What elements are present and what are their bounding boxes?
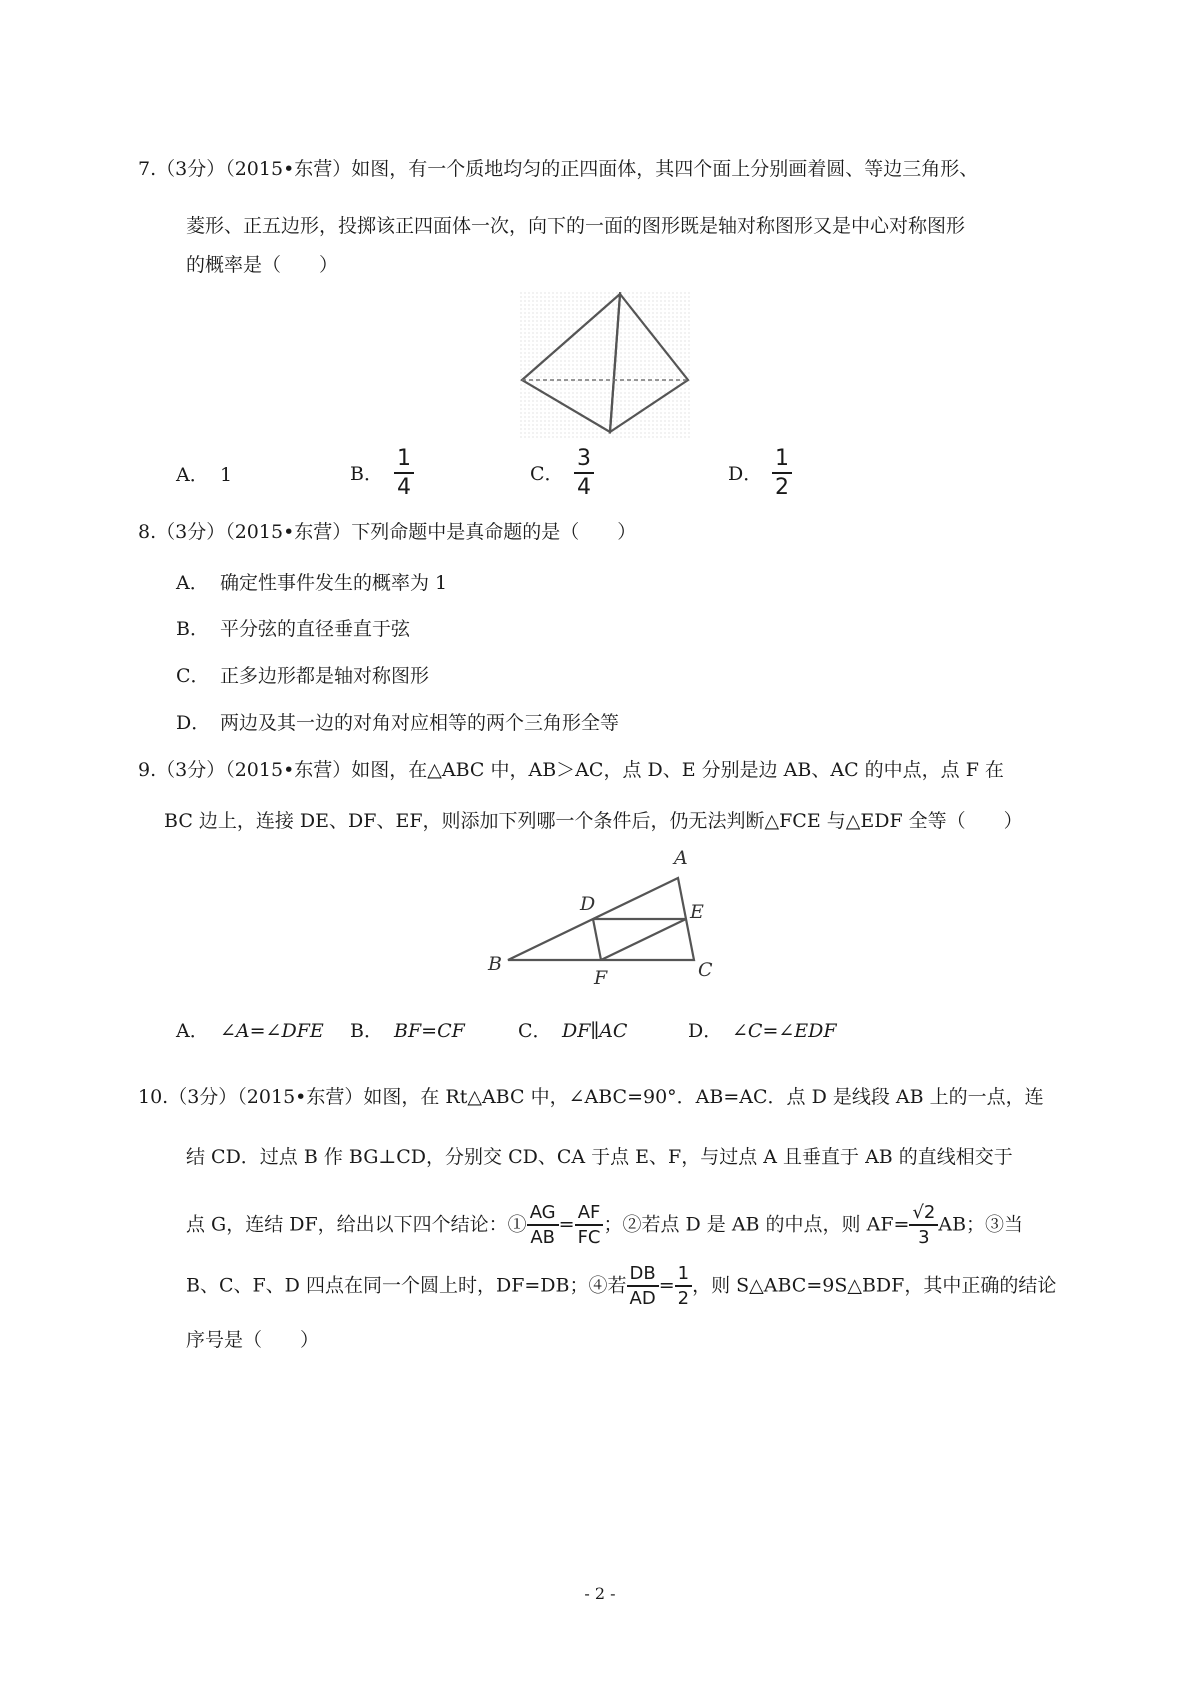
q9-line2: BC 边上，连接 DE、DF、EF，则添加下列哪一个条件后，仍无法判断△FCE 与△EDF 全等（ ） bbox=[164, 810, 1023, 832]
q7-option-b[interactable] bbox=[350, 448, 414, 499]
q10-line5: 序号是（ ） bbox=[186, 1329, 320, 1351]
q7-option-c[interactable] bbox=[530, 448, 594, 499]
q8-option-a[interactable]: A． 确定性事件发生的概率为 1 bbox=[176, 572, 448, 594]
q7-option-d[interactable] bbox=[728, 448, 792, 499]
fraction-db-ad: $\frac{DB}{AD}$ bbox=[627, 1265, 659, 1308]
q7-option-d-fraction: $\frac{1}{2}$ bbox=[772, 448, 792, 499]
q7-option-c-fraction: $\frac{3}{4}$ bbox=[574, 448, 594, 499]
q7-option-a-label: A． bbox=[176, 464, 209, 486]
label-f: F bbox=[594, 967, 608, 989]
tetrahedron-figure bbox=[520, 292, 690, 438]
q7-option-c-label: C． bbox=[530, 462, 564, 485]
q10-line4: B、C、F、D 四点在同一个圆上时，DF=DB；④若 $\frac{DB}{AD}$ = $\frac{1}{2}$ ，则 S△ABC=9S△BDF，其中正确的结论 bbox=[186, 1263, 1057, 1309]
q7-option-d-label: D． bbox=[728, 462, 763, 485]
q7-option-a-value: 1 bbox=[220, 464, 233, 486]
q8-option-d[interactable]: D． 两边及其一边的对角对应相等的两个三角形全等 bbox=[176, 712, 620, 734]
q9-option-a[interactable]: A． ∠A=∠DFE bbox=[176, 1020, 324, 1042]
label-b: B bbox=[488, 953, 502, 975]
q10-line2: 结 CD．过点 B 作 BG⊥CD，分别交 CD、CA 于点 E、F，与过点 A 且垂直于 AB 的直线相交于 bbox=[186, 1146, 1013, 1168]
page-number: - 2 - bbox=[584, 1584, 616, 1603]
q7-option-b-label: B． bbox=[350, 462, 383, 485]
q7-option-a[interactable] bbox=[176, 462, 232, 488]
q7-option-b-fraction: $\frac{1}{4}$ bbox=[394, 448, 414, 499]
q9-line1: 9.（3分）（2015•东营）如图，在△ABC 中，AB＞AC，点 D、E 分别是边 AB、AC 的中点，点 F 在 bbox=[138, 759, 1004, 781]
triangle-abc-figure bbox=[480, 842, 730, 992]
q9-option-b[interactable]: B． BF=CF bbox=[350, 1020, 465, 1042]
label-d: D bbox=[580, 893, 596, 915]
q7-line3: 的概率是（ ） bbox=[186, 254, 339, 276]
q9-option-d[interactable]: D． ∠C=∠EDF bbox=[688, 1020, 837, 1042]
q7-line2: 菱形、正五边形，投掷该正四面体一次，向下的一面的图形既是轴对称图形又是中心对称图形 bbox=[186, 215, 966, 237]
label-a: A bbox=[674, 847, 688, 869]
q7-line1: 7.（3分）（2015•东营）如图，有一个质地均匀的正四面体，其四个面上分别画着圆、等边三角形、 bbox=[138, 158, 979, 180]
fraction-af-fc: $\frac{AF}{FC}$ bbox=[575, 1204, 604, 1247]
q9-option-c[interactable]: C． DF∥AC bbox=[518, 1020, 628, 1042]
q10-line3: 点 G，连结 DF，给出以下四个结论：① $\frac{AG}{AB}$ = $\frac{AF}{FC}$ ；②若点 D 是 AB 的中点，则 AF= $\frac{√2}{3}$ AB；③当 bbox=[186, 1202, 1024, 1248]
fraction-1-2: $\frac{1}{2}$ bbox=[675, 1265, 692, 1308]
label-e: E bbox=[690, 901, 704, 923]
fraction-ag-ab: $\frac{AG}{AB}$ bbox=[527, 1204, 559, 1247]
fraction-sqrt2-3: $\frac{√2}{3}$ bbox=[909, 1204, 938, 1247]
q8-line1: 8.（3分）（2015•东营）下列命题中是真命题的是（ ） bbox=[138, 521, 637, 543]
q10-line1: 10.（3分）（2015•东营）如图，在 Rt△ABC 中，∠ABC=90°．AB=AC．点 D 是线段 AB 上的一点，连 bbox=[138, 1086, 1044, 1108]
q8-option-c[interactable]: C． 正多边形都是轴对称图形 bbox=[176, 665, 430, 687]
q8-option-b[interactable]: B． 平分弦的直径垂直于弦 bbox=[176, 618, 411, 640]
label-c: C bbox=[698, 959, 713, 981]
